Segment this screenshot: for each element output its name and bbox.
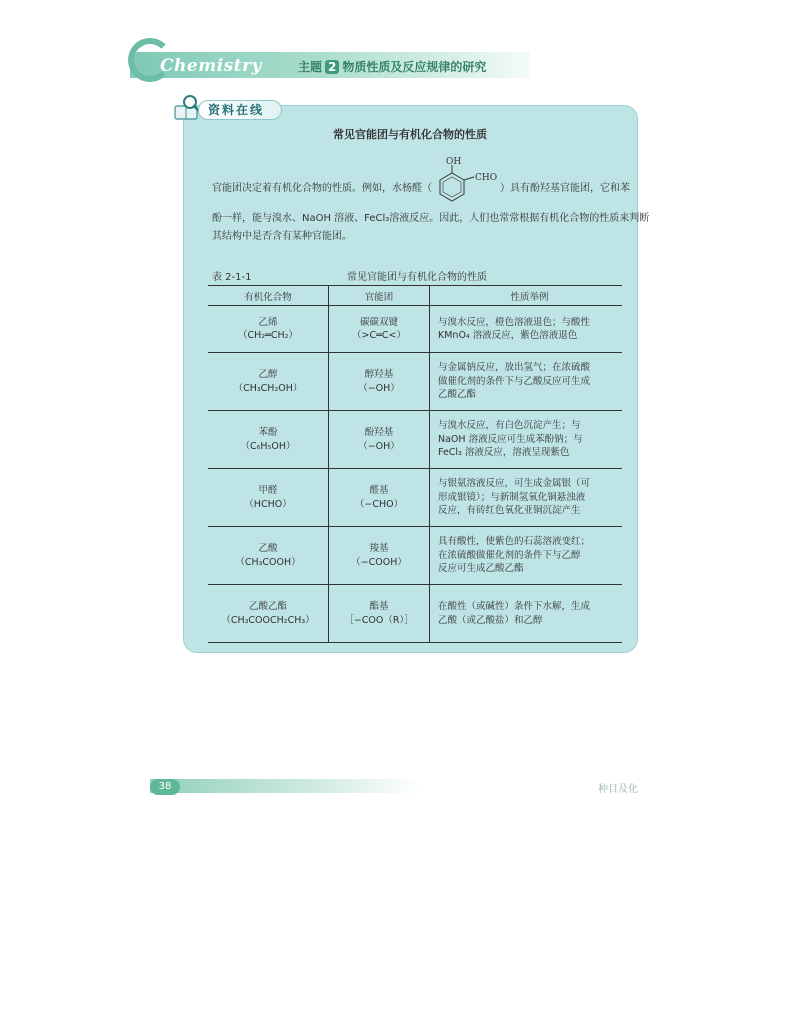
compound-formula: （HCHO） bbox=[244, 498, 292, 510]
property-line: KMnO₄ 溶液反应，紫色溶液退色 bbox=[438, 330, 578, 341]
compound-name: 乙酸乙酯 bbox=[248, 601, 287, 612]
group-name: 酯基 bbox=[369, 601, 389, 612]
property-line: 在酸性（或碱性）条件下水解，生成 bbox=[438, 601, 591, 612]
compound-formula: （CH₂═CH₂） bbox=[238, 330, 298, 341]
table-header-group: 官能团 bbox=[329, 286, 430, 306]
property-line: 做催化剂的条件下与乙酸反应可生成 bbox=[438, 375, 591, 387]
brand-title: Chemistry bbox=[160, 56, 262, 76]
oh-label: OH bbox=[446, 157, 462, 167]
compound-name: 苯酚 bbox=[258, 427, 278, 438]
topic-number: 2 bbox=[325, 60, 339, 74]
group-formula: （>C═C<） bbox=[352, 330, 406, 341]
topic-heading bbox=[298, 58, 486, 75]
table-number: 表 2-1-1 bbox=[212, 272, 252, 283]
table-row bbox=[208, 469, 622, 527]
group-formula: （−COOH） bbox=[351, 556, 407, 568]
table-header-properties: 性质举例 bbox=[430, 286, 623, 306]
property-line: 与银氨溶液反应，可生成金属银（可 bbox=[438, 478, 591, 490]
table-row bbox=[208, 527, 622, 585]
property-line: 反应，有砖红色氧化亚铜沉淀产生 bbox=[438, 505, 581, 517]
panel-title: 常见官能团与有机化合物的性质 bbox=[333, 128, 487, 141]
group-name: 酚羟基 bbox=[364, 427, 394, 438]
property-line: 与金属钠反应，放出氢气；在浓硫酸 bbox=[438, 362, 591, 374]
compound-name: 乙烯 bbox=[258, 316, 278, 328]
table-header-compound: 有机化合物 bbox=[208, 286, 329, 306]
watermark: 种目及化 bbox=[598, 784, 638, 795]
group-formula: （−OH） bbox=[358, 382, 400, 394]
topic-title: 物质性质及反应规律的研究 bbox=[342, 60, 487, 74]
footer-band bbox=[150, 779, 420, 793]
page-number: 38 bbox=[150, 779, 180, 795]
compound-name: 乙醇 bbox=[258, 369, 278, 380]
group-name: 碳碳双键 bbox=[359, 316, 398, 328]
property-line: 乙酸乙酯 bbox=[438, 389, 477, 401]
paragraph-line-2: 酚一样，能与溴水、NaOH 溶液、FeCl₃溶液反应。因此，人们也常常根据有机化合物的性质来判断 bbox=[212, 213, 650, 224]
paragraph-line-1b: ）具有酚羟基官能团，它和苯 bbox=[500, 183, 630, 194]
group-name: 醇羟基 bbox=[364, 369, 394, 380]
table-caption: 常见官能团与有机化合物的性质 bbox=[347, 272, 487, 283]
salicylaldehyde-structure bbox=[430, 155, 500, 205]
property-line: 反应可生成乙酸乙酯 bbox=[438, 563, 524, 575]
table-row bbox=[208, 306, 622, 353]
property-line: 形成银镜）；与新制氢氧化铜悬浊液 bbox=[438, 491, 586, 503]
compound-name: 甲醛 bbox=[258, 485, 278, 496]
group-name: 羧基 bbox=[369, 543, 389, 554]
section-tag-label: 资料在线 bbox=[208, 103, 265, 117]
table-row bbox=[208, 411, 622, 469]
table-row bbox=[208, 353, 622, 411]
property-line: 具有酸性，使紫色的石蕊溶液变红； bbox=[438, 536, 591, 548]
property-line: 在浓硫酸做催化剂的条件下与乙醇 bbox=[438, 549, 581, 561]
compound-name: 乙酸 bbox=[258, 543, 278, 554]
group-formula: （−OH） bbox=[358, 440, 400, 452]
property-line: 与溴水反应，有白色沉淀产生；与 bbox=[438, 420, 581, 432]
paragraph-line-3: 其结构中是否含有某种官能团。 bbox=[212, 231, 352, 242]
functional-group-table bbox=[208, 285, 622, 643]
property-line: FeCl₃ 溶液反应，溶液呈现紫色 bbox=[438, 447, 570, 459]
property-line: 与溴水反应，橙色溶液退色；与酸性 bbox=[438, 316, 591, 328]
cho-label: CHO bbox=[475, 173, 498, 183]
group-name: 醛基 bbox=[369, 485, 389, 496]
compound-formula: （CH₃CH₂OH） bbox=[233, 382, 303, 394]
property-line: 乙酸（或乙酸盐）和乙醇 bbox=[438, 614, 543, 626]
property-line: NaOH 溶液反应可生成苯酚钠；与 bbox=[438, 433, 583, 445]
topic-label: 主题 bbox=[298, 60, 323, 74]
paragraph-line-1a: 官能团决定着有机化合物的性质。例如，水杨醛（ bbox=[212, 183, 432, 194]
compound-formula: （CH₃COOH） bbox=[235, 556, 301, 568]
compound-formula: （C₆H₅OH） bbox=[240, 440, 296, 452]
table-row bbox=[208, 585, 622, 643]
compound-formula: （CH₃COOCH₂CH₃） bbox=[221, 614, 315, 626]
group-formula: （−CHO） bbox=[354, 498, 404, 510]
group-formula: ［−COO（R）］ bbox=[344, 614, 414, 626]
